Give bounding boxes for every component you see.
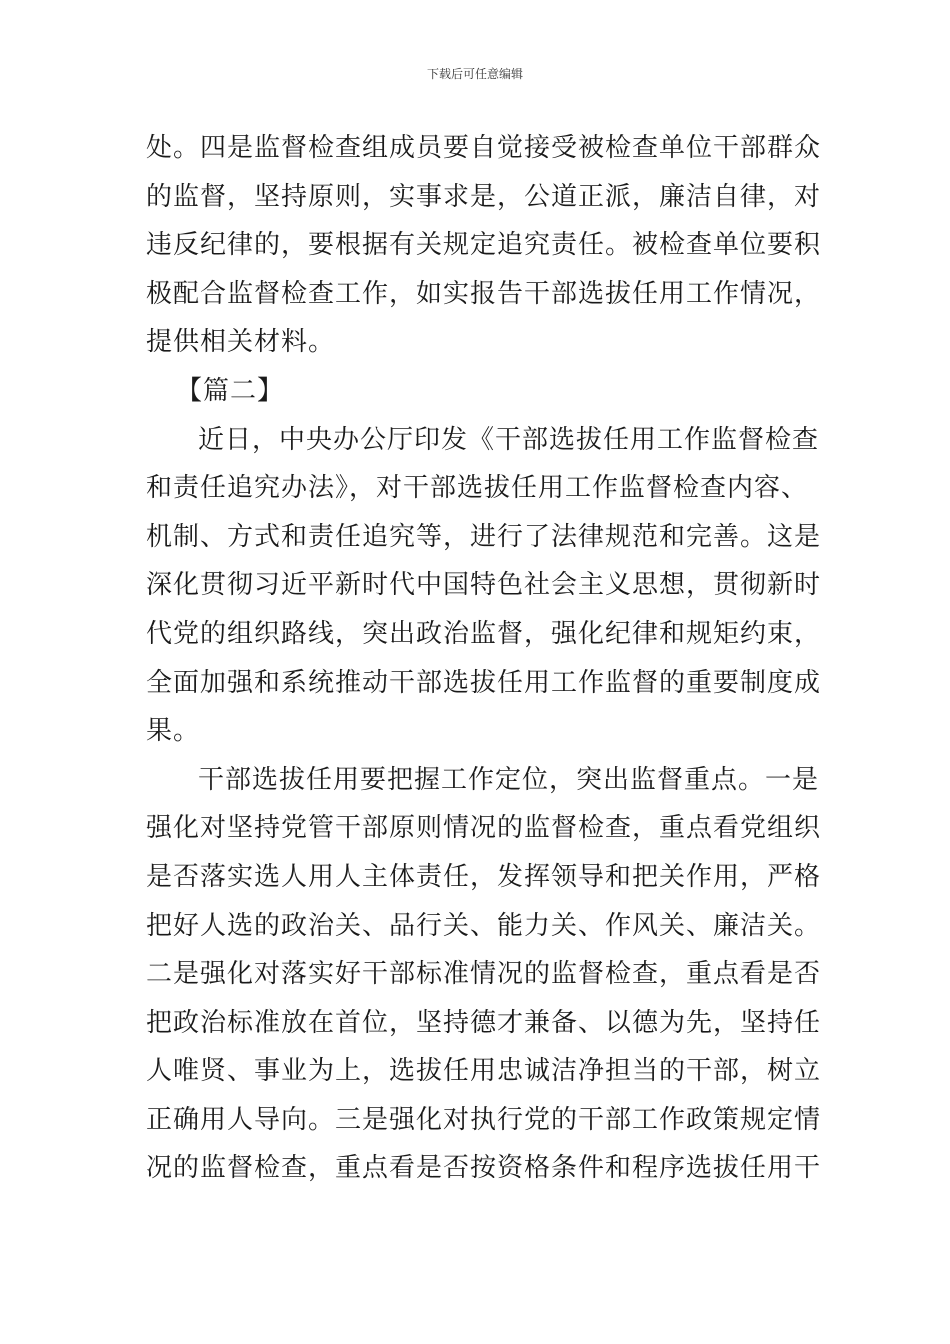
text-line: 是否落实选人用人主体责任，发挥领导和把关作用，严格 (146, 861, 822, 892)
text-line: 近日，中央办公厅印发《干部选拔任用工作监督检查 (198, 424, 820, 455)
text-line: 二是强化对落实好干部标准情况的监督检查，重点看是否 (146, 959, 822, 990)
text-line: 违反纪律的，要根据有关规定追究责任。被检查单位要积 (146, 230, 822, 261)
document-body (146, 124, 822, 1193)
text-line: 把好人选的政治关、品行关、能力关、作风关、廉洁关。 (146, 910, 822, 941)
text-line: 和责任追究办法》，对干部选拔任用工作监督检查内容、 (146, 473, 809, 504)
text-line: 的监督，坚持原则，实事求是，公道正派，廉洁自律，对 (146, 181, 822, 212)
text-line: 强化对坚持党管干部原则情况的监督检查，重点看党组织 (146, 813, 822, 844)
text-line: 干部选拔任用要把握工作定位，突出监督重点。一是 (198, 764, 820, 795)
text-line: 极配合监督检查工作，如实报告干部选拔任用工作情况， (146, 278, 822, 309)
text-line: 提供相关材料。 (146, 327, 336, 358)
section-heading: 【篇二】 (176, 375, 285, 406)
text-line: 把政治标准放在首位，坚持德才兼备、以德为先，坚持任 (146, 1007, 822, 1038)
page-header-note: 下载后可任意编辑 (426, 67, 523, 81)
text-line: 处。四是监督检查组成员要自觉接受被检查单位干部群众 (146, 133, 822, 163)
text-line: 代党的组织路线，突出政治监督，强化纪律和规矩约束， (146, 618, 822, 649)
text-line: 深化贯彻习近平新时代中国特色社会主义思想，贯彻新时 (146, 570, 822, 601)
text-line: 正确用人导向。三是强化对执行党的干部工作政策规定情 (146, 1104, 822, 1135)
text-line: 全面加强和系统推动干部选拔任用工作监督的重要制度成 (146, 667, 822, 698)
text-line: 况的监督检查，重点看是否按资格条件和程序选拔任用干 (146, 1153, 822, 1184)
text-line: 果。 (146, 716, 201, 747)
text-line: 人唯贤、事业为上，选拔任用忠诚洁净担当的干部，树立 (146, 1056, 822, 1087)
text-line: 机制、方式和责任追究等，进行了法律规范和完善。这是 (146, 521, 822, 552)
